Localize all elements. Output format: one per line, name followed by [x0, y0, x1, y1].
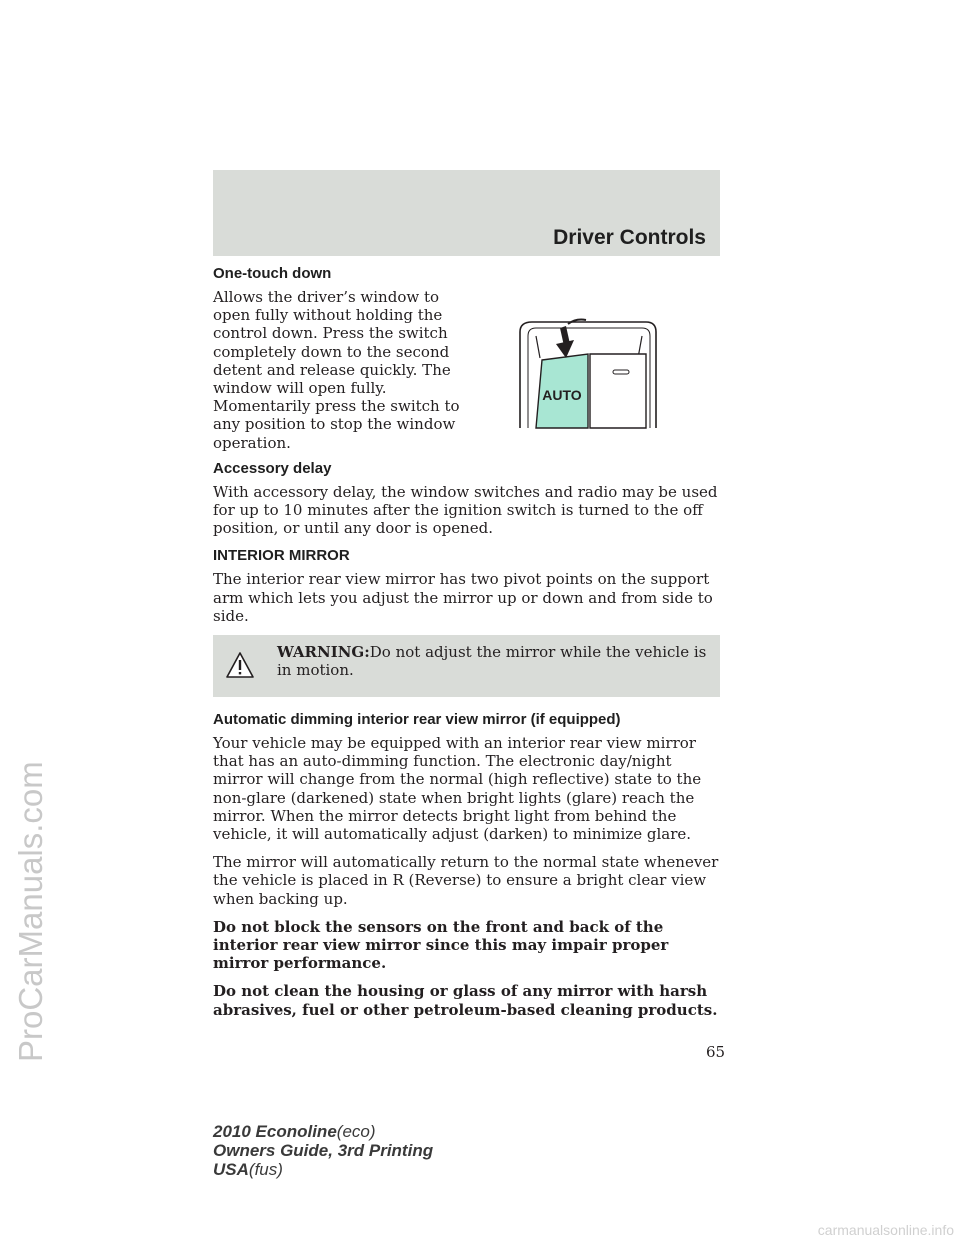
window-switch-icon — [518, 318, 658, 430]
one-touch-text — [213, 288, 478, 452]
one-touch-body: Allows the driver’s window to open fully without holding the control down. Press the switch completely down to the second detent and release quickly. The window will open fully. Momentarily press the switch to any position to stop the window operation. — [213, 288, 460, 452]
page-number: 65 — [706, 1043, 726, 1061]
auto-dimming-para1: Your vehicle may be equipped with an interior rear view mirror that has an auto-dimming function. The electronic day/night mirror will change from the normal (high reflective) state to the non-glare (darkened) state when bright lights (glare) reach the mirror. When the mirror detects bright light from behind the vehicle, it will automatically adjust (darken) to minimize glare. — [213, 734, 702, 844]
interior-mirror-body: The interior rear view mirror has two pivot points on the support arm which lets you adjust the mirror up or down and from side to side. — [213, 570, 713, 625]
auto-dimming-bold2: Do not clean the housing or glass of any mirror with harsh abrasives, fuel or other petroleum-based cleaning products. — [213, 982, 718, 1019]
one-touch-section — [213, 288, 720, 452]
warning-box — [213, 635, 720, 697]
accessory-delay-body: With accessory delay, the window switches and radio may be used for up to 10 minutes after the ignition switch is turned to the off position, or until any door is opened. — [213, 482, 718, 538]
warning-text — [277, 643, 708, 679]
auto-dimming-para2: The mirror will automatically return to the normal state whenever the vehicle is placed in R (Reverse) to ensure a bright clear view when backing up. — [213, 853, 719, 908]
page-content — [213, 265, 720, 1029]
auto-label: AUTO — [542, 387, 582, 403]
footer-guide: Owners Guide, 3rd Printing — [213, 1141, 434, 1160]
side-watermark: ProCarManuals.com — [12, 761, 49, 1062]
footer-model: 2010 Econoline — [213, 1122, 337, 1141]
passenger-switch — [590, 354, 646, 428]
warning-triangle-icon — [225, 651, 255, 679]
warning-message: Do not adjust the mirror while the vehicle is in motion. — [277, 643, 707, 680]
bottom-watermark: carmanualsonline.info — [817, 1222, 954, 1238]
window-switch-illustration — [518, 318, 658, 434]
warning-label: WARNING: — [277, 643, 370, 662]
auto-dimming-heading: Automatic dimming interior rear view mirror (if equipped) — [213, 711, 621, 729]
footer — [213, 1122, 433, 1179]
accessory-delay-heading: Accessory delay — [213, 459, 332, 477]
footer-market-code: (fus) — [248, 1160, 283, 1179]
footer-model-code: (eco) — [336, 1122, 376, 1141]
section-title: Driver Controls — [553, 226, 706, 249]
auto-dimming-bold1: Do not block the sensors on the front and back of the interior rear view mirror since this may impair proper mirror performance. — [213, 917, 669, 973]
press-arrow-icon — [556, 340, 574, 358]
one-touch-heading: One-touch down — [213, 265, 332, 282]
interior-mirror-heading: INTERIOR MIRROR — [213, 547, 350, 565]
section-header-band — [213, 170, 720, 256]
footer-market: USA — [213, 1160, 249, 1179]
